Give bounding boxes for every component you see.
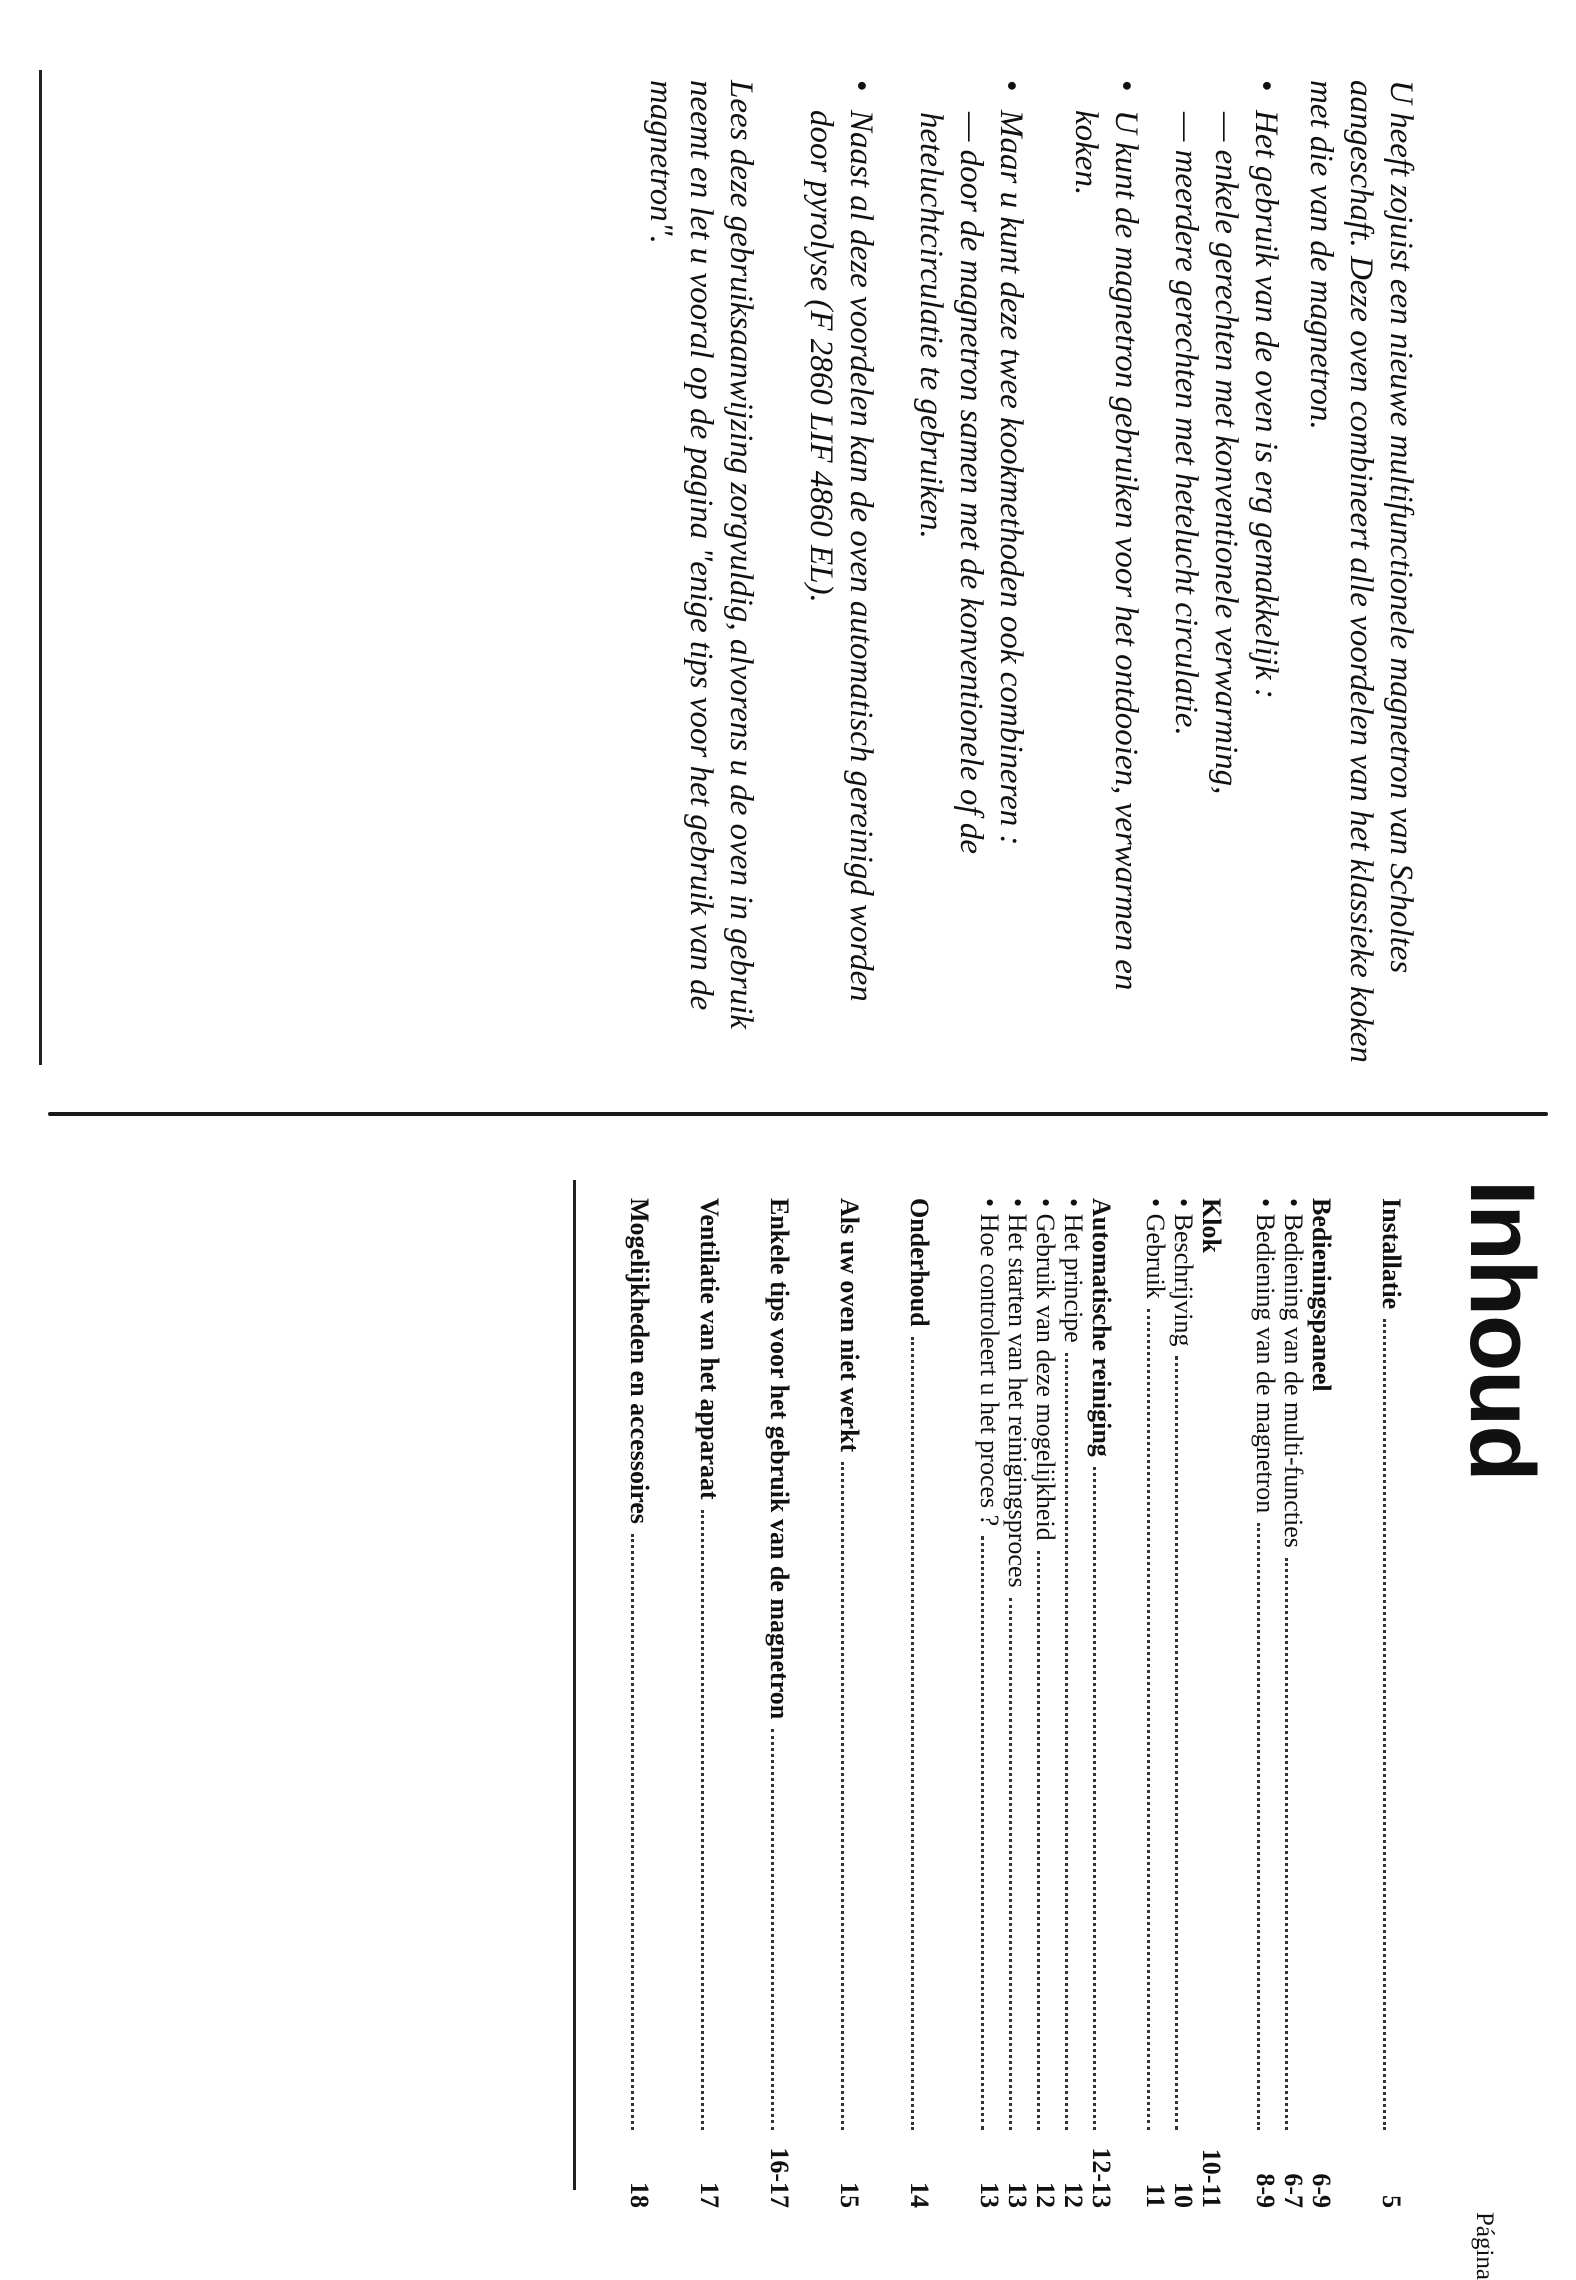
leader-dots [1257, 1523, 1260, 2130]
toc-entry-page: 12 [1059, 2182, 1088, 2208]
toc-entry-page: 10 [1169, 2182, 1198, 2208]
toc-entry[interactable] [1168, 1198, 1198, 2208]
intro-sub-item: — meerdere gerechten met hetelucht circulatie. [1168, 112, 1204, 736]
page-column-heading: Página [1471, 2211, 1498, 2280]
toc-entry[interactable] [1140, 1198, 1170, 2208]
leader-dots [1383, 1319, 1386, 2130]
toc-entry-label: • Het starten van het reinigingsproces [1002, 1198, 1032, 1588]
bullet-icon: • [1108, 80, 1144, 92]
toc-entry-page: 10-11 [1197, 2148, 1226, 2208]
toc-entry-label: Bedieningspaneel [1307, 1198, 1336, 1392]
toc-entry-label: Automatische reiniging [1087, 1198, 1116, 1457]
toc-entry[interactable] [624, 1198, 654, 2208]
leader-dots [1093, 1467, 1096, 2130]
leader-dots [1009, 1598, 1012, 2130]
toc-entry-label: • Gebruik van deze mogelijkheid [1030, 1198, 1060, 1541]
toc-entry[interactable] [1306, 1198, 1336, 2208]
toc-entry-label: Klok [1197, 1198, 1226, 1253]
leader-dots [911, 1337, 914, 2130]
intro-paragraph: U heeft zojuist een nieuwe multifunctionele magnetron van Scholtes aangeschaft. Deze oven combineert alle voordelen van het klassieke koken met die van de magnetron. [1303, 80, 1419, 1063]
toc-entry[interactable] [904, 1198, 934, 2208]
intro-closing: Lees deze gebruiksaanwijzing zorgvuldig, alvorens u de oven in gebruik neemt en let u vooral op de pagina "enige tips voor het gebruik van de magnetron". [643, 80, 759, 1029]
toc-entry[interactable] [1278, 1198, 1308, 2208]
toc-entry-page: 6-7 [1279, 2173, 1308, 2208]
leader-dots [771, 1729, 774, 2130]
toc-entry[interactable] [764, 1198, 794, 2208]
center-divider [48, 1112, 1548, 1116]
toc-entry[interactable] [834, 1198, 864, 2208]
toc-entry-label: Enkele tips voor het gebruik van de magnetron [765, 1198, 794, 1720]
toc-entry-page: 11 [1141, 2183, 1170, 2208]
toc-entry-page: 16-17 [765, 2147, 794, 2208]
toc-entry-label: Mogelijkheden en accessoires [625, 1198, 654, 1524]
toc-entry[interactable] [974, 1198, 1004, 2208]
leader-dots [981, 1536, 984, 2130]
toc-entry[interactable] [1058, 1198, 1088, 2208]
intro-bullet-text: Het gebruik van de oven is erg gemakkelijk : [1248, 110, 1284, 699]
toc-entry[interactable] [1196, 1198, 1226, 2208]
bullet-icon: • [843, 80, 879, 92]
toc-entry-label: Ventilatie van het apparaat [695, 1198, 724, 1500]
leader-dots [1065, 1353, 1068, 2130]
intro-bullet-text: U kunt de magnetron gebruiken voor het ontdooien, verwarmen en koken. [1068, 110, 1144, 991]
toc-entry-page: 8-9 [1251, 2173, 1280, 2208]
toc-entry-page: 15 [835, 2182, 864, 2208]
toc-entry[interactable] [1002, 1198, 1032, 2208]
toc-bottom-rule [573, 1180, 576, 2190]
leader-dots [1037, 1551, 1040, 2130]
toc-entry[interactable] [1030, 1198, 1060, 2208]
page-title: Inhoud [1451, 1180, 1553, 1481]
leader-dots [631, 1534, 634, 2130]
toc-entry-label: Als uw oven niet werkt [835, 1198, 864, 1453]
bullet-icon: • [1248, 80, 1284, 92]
toc-entry[interactable] [1376, 1198, 1406, 2208]
toc-entry-label: Onderhoud [905, 1198, 934, 1327]
toc-entry-label: • Het principe [1058, 1198, 1088, 1343]
toc-entry-page: 12-13 [1087, 2147, 1116, 2208]
intro-sub-item: — door de magnetron samen met de konventionele of de heteluchtcirculatie te gebruiken. [913, 112, 989, 855]
leader-dots [1147, 1309, 1150, 2130]
toc-entry[interactable] [1250, 1198, 1280, 2208]
toc-entry-label: • Bediening van de multi-functies [1278, 1198, 1308, 1548]
toc-entry-label: • Bediening van de magnetron [1250, 1198, 1280, 1513]
bullet-icon: • [993, 80, 1029, 92]
toc-entry-page: 13 [975, 2182, 1004, 2208]
toc-entry[interactable] [1086, 1198, 1116, 2208]
leader-dots [701, 1510, 704, 2130]
leader-dots [1175, 1356, 1178, 2130]
toc-entry-label: • Gebruik [1140, 1198, 1170, 1299]
toc-entry-page: 13 [1003, 2182, 1032, 2208]
toc-entry-label: • Beschrijving [1168, 1198, 1198, 1346]
toc-entry-label: • Hoe controleert u het proces ? [974, 1198, 1004, 1526]
toc-entry-label: Installatie [1377, 1198, 1406, 1310]
toc-entry-page: 14 [905, 2182, 934, 2208]
intro-sub-item: — enkele gerechten met konventionele verwarming, [1208, 112, 1244, 795]
intro-bullet-text: Maar u kunt deze twee kookmethoden ook combineren : [993, 110, 1029, 846]
toc-entry-page: 6-9 [1307, 2173, 1336, 2208]
leader-dots [841, 1462, 844, 2130]
bottom-rule [39, 70, 42, 1065]
toc-entry-page: 18 [625, 2182, 654, 2208]
leader-dots [1285, 1558, 1288, 2130]
toc-entry[interactable] [694, 1198, 724, 2208]
toc-entry-page: 17 [695, 2182, 724, 2208]
toc-entry-page: 5 [1377, 2195, 1406, 2208]
intro-bullet-text: Naast al deze voordelen kan de oven automatisch gereinigd worden door pyrolyse (F 2860 LIF 4860 EL). [803, 110, 879, 1002]
toc-entry-page: 12 [1031, 2182, 1060, 2208]
